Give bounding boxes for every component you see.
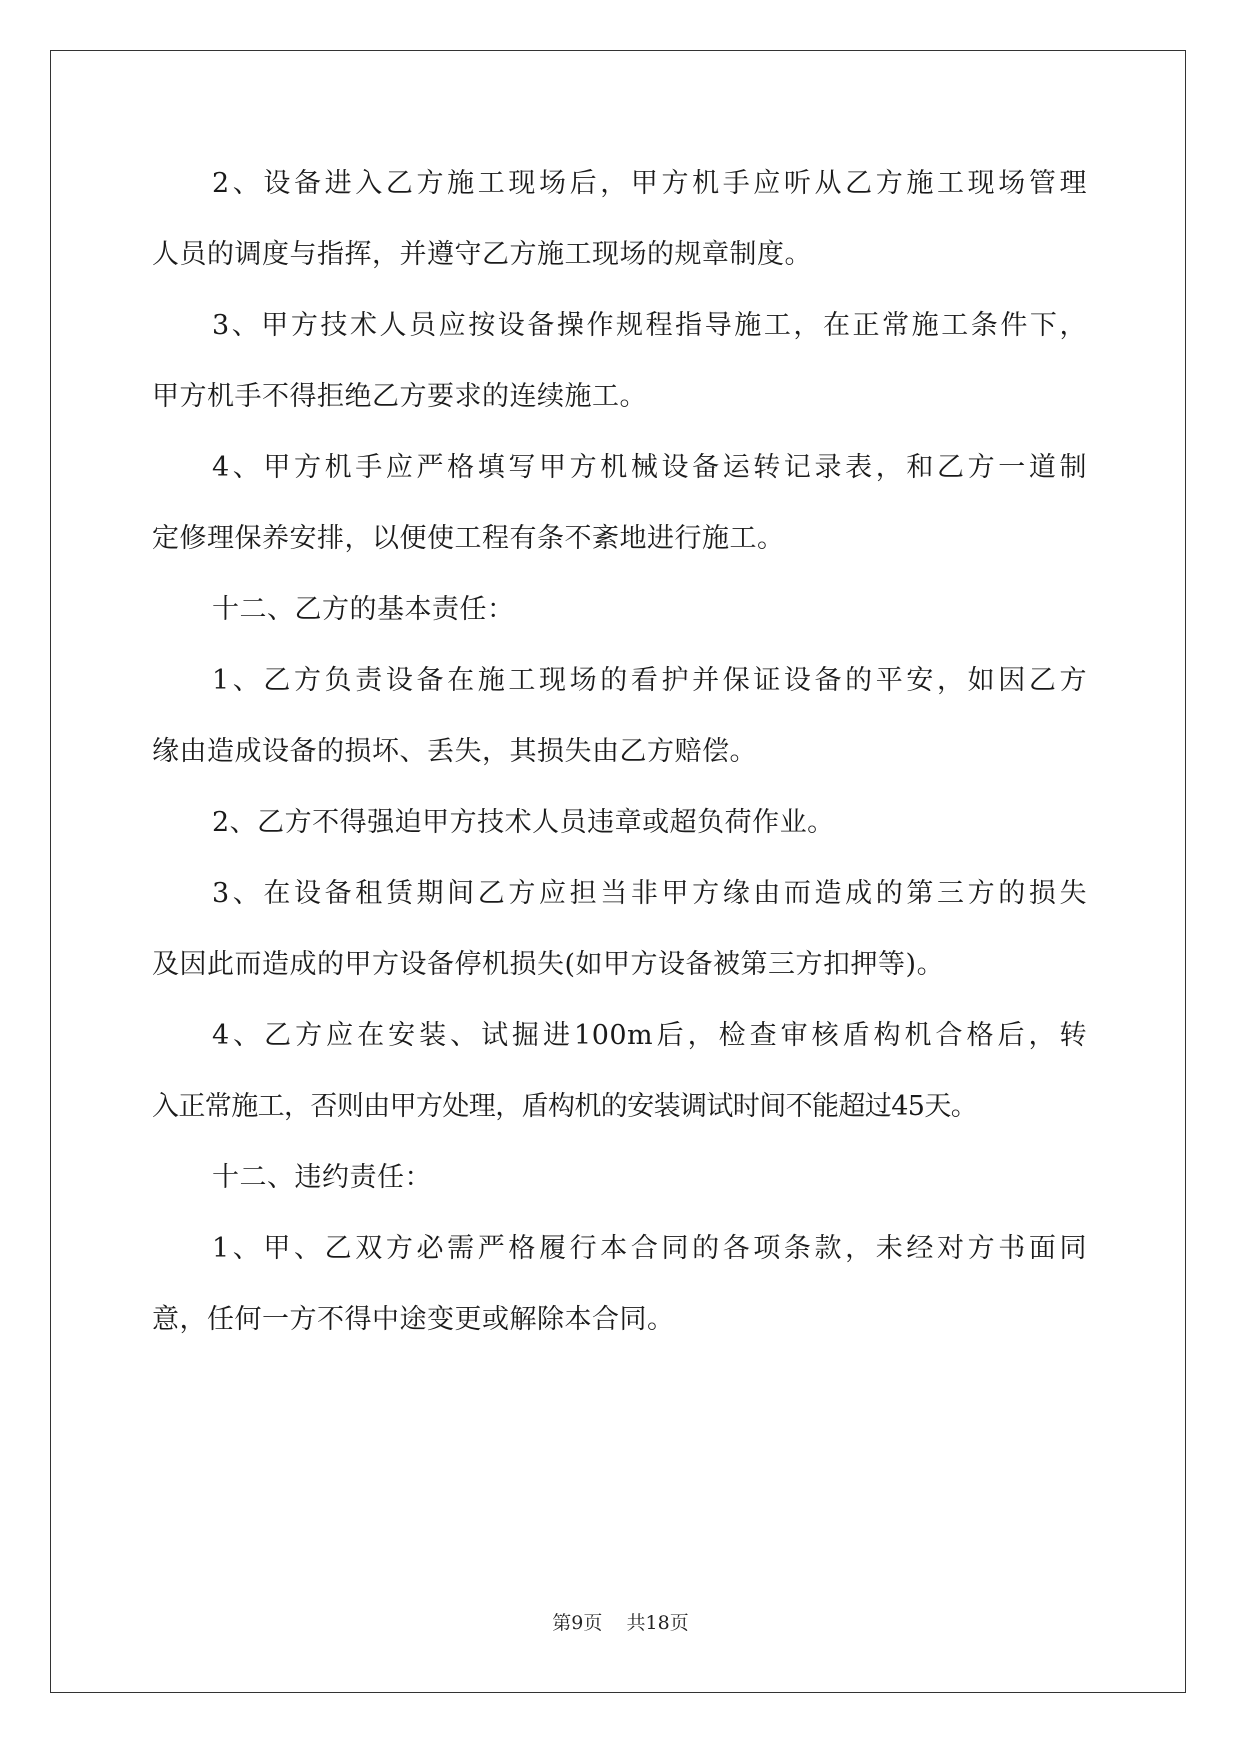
paragraph-line: 及因此而造成的甲方设备停机损失(如甲方设备被第三方扣押等)。 <box>152 949 945 980</box>
paragraph-line: 入正常施工，否则由甲方处理，盾构机的安装调试时间不能超过45天。 <box>152 1091 978 1122</box>
page-total: 共18页 <box>626 1612 689 1634</box>
paragraph-line: 4、甲方机手应严格填写甲方机械设备运转记录表，和乙方一道制 <box>212 452 1087 483</box>
paragraph-line: 1、甲、乙双方必需严格履行本合同的各项条款，未经对方书面同 <box>212 1233 1087 1264</box>
section-heading: 十二、违约责任： <box>212 1162 432 1193</box>
paragraph-line: 意，任何一方不得中途变更或解除本合同。 <box>152 1304 675 1335</box>
page-border <box>50 50 1186 1693</box>
paragraph-line: 1、乙方负责设备在施工现场的看护并保证设备的平安，如因乙方 <box>212 665 1087 696</box>
page-footer <box>0 1608 1241 1635</box>
page-number: 第9页 <box>552 1612 603 1634</box>
section-heading: 十二、乙方的基本责任： <box>212 594 515 625</box>
paragraph-line: 定修理保养安排，以便使工程有条不紊地进行施工。 <box>152 523 785 554</box>
paragraph-line: 2、乙方不得强迫甲方技术人员违章或超负荷作业。 <box>212 807 835 838</box>
paragraph-line: 3、在设备租赁期间乙方应担当非甲方缘由而造成的第三方的损失 <box>212 878 1087 909</box>
paragraph-line: 甲方机手不得拒绝乙方要求的连续施工。 <box>152 381 647 412</box>
paragraph-line: 2、设备进入乙方施工现场后，甲方机手应听从乙方施工现场管理 <box>212 168 1087 199</box>
paragraph-line: 4、乙方应在安装、试掘进100m后，检查审核盾构机合格后，转 <box>212 1020 1087 1051</box>
paragraph-line: 人员的调度与指挥，并遵守乙方施工现场的规章制度。 <box>152 239 812 270</box>
paragraph-line: 3、甲方技术人员应按设备操作规程指导施工，在正常施工条件下， <box>212 310 1087 341</box>
paragraph-line: 缘由造成设备的损坏、丢失，其损失由乙方赔偿。 <box>152 736 757 767</box>
